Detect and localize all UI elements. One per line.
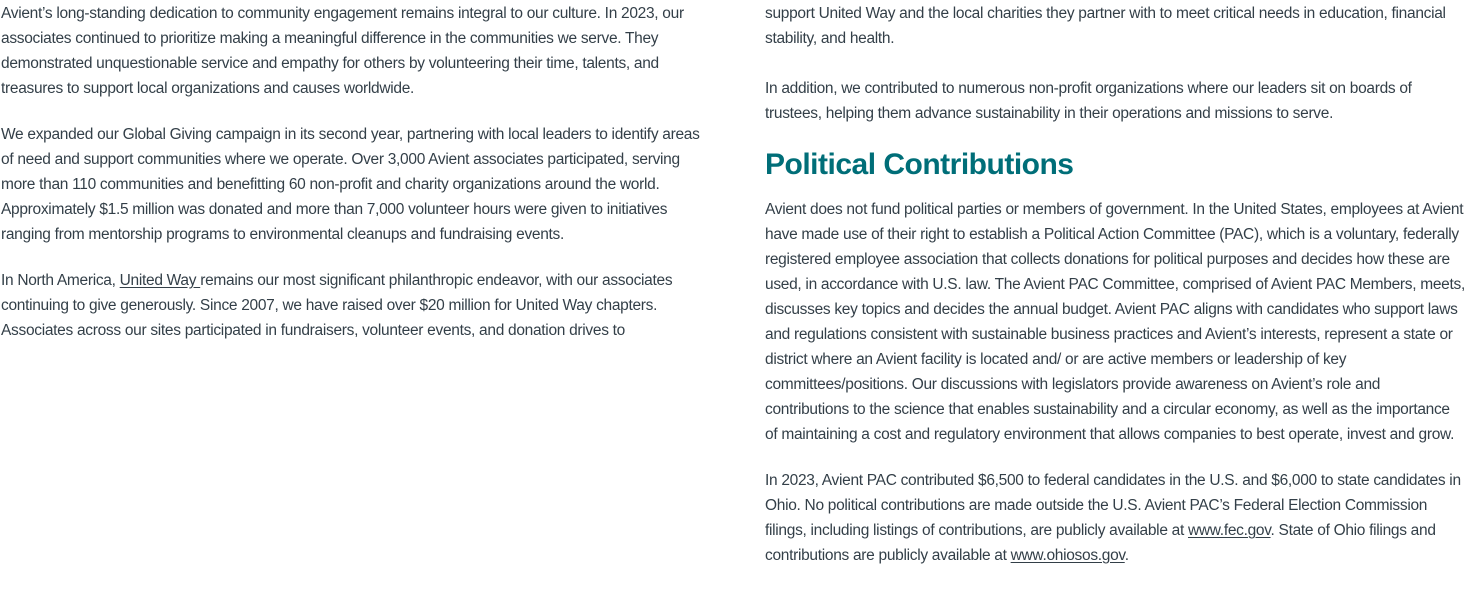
paragraph-text: In North America, bbox=[1, 272, 120, 289]
community-engagement-paragraph-1: Avient’s long-standing dedication to community engagement remains integral to our culture. In 2023, our associates continued to prioritize making a meaningful difference in the communities we serve. They demonstrated unquestionable service and empathy for others by volunteering their time, talents, and treasures to support local organizations and causes worldwide. bbox=[1, 5, 684, 97]
political-contributions-heading: Political Contributions bbox=[765, 148, 1074, 181]
paragraph-text: remains our most significant philanthropic endeavor, with our associates continuing to give generously. Since 2007, we have raised over $20 million for United Way chapters. Associates across our sites participated in fundraisers, volunteer events, and donation drives to bbox=[1, 272, 673, 339]
paragraph-text: . State of Ohio filings and contributions are publicly available at bbox=[765, 522, 1436, 564]
paragraph-text: . bbox=[1124, 547, 1129, 564]
united-way-continued-paragraph: support United Way and the local charities they partner with to meet critical needs in education, financial stability, and health. bbox=[765, 5, 1446, 47]
united-way-paragraph bbox=[1, 268, 701, 343]
avient-pac-paragraph: Avient does not fund political parties or members of government. In the United States, employees at Avient have made use of their right to establish a Political Action Committee (PAC), which is a voluntary, federally registered employee association that collects donations for political purposes and decides how these are used, in accordance with U.S. law. The Avient PAC Committee, comprised of Avient PAC Members, meets, discusses key topics and decides the annual budget. Avient PAC aligns with candidates who support laws and regulations consistent with sustainable business practices and Avient’s interests, represent a state or district where an Avient facility is located and/ or are active members or leadership of key committees/positions. Our discussions with legislators provide awareness on Avient’s role and contributions to the science that enables sustainability and a circular economy, as well as the importance of maintaining a cost and regulatory environment that allows companies to best operate, invest and grow. bbox=[765, 201, 1465, 443]
paragraph-text: In 2023, Avient PAC contributed $6,500 to federal candidates in the U.S. and $6,000 to state candidates in Ohio. No political contributions are made outside the U.S. Avient PAC’s Federal Election Commission filings, including listings of contributions, are publicly available at bbox=[765, 472, 1461, 539]
pac-contributions-paragraph bbox=[765, 468, 1466, 568]
united-way-link[interactable]: United Way bbox=[119, 272, 201, 289]
right-column bbox=[765, 1, 1466, 568]
left-column bbox=[1, 1, 701, 568]
global-giving-paragraph: We expanded our Global Giving campaign in its second year, partnering with local leaders to identify areas of need and support communities where we operate. Over 3,000 Avient associates participated, serving more than 110 communities and benefitting 60 non-profit and charity organizations around the world. Approximately $1.5 million was donated and more than 7,000 volunteer hours were given to initiatives ranging from mentorship programs to environmental cleanups and fundraising events. bbox=[1, 126, 700, 243]
nonprofit-boards-paragraph: In addition, we contributed to numerous non-profit organizations where our leaders sit on boards of trustees, helping them advance sustainability in their operations and missions to serve. bbox=[765, 80, 1412, 122]
fec-gov-link[interactable]: www.fec.gov bbox=[1187, 522, 1271, 539]
ohiosos-gov-link[interactable]: www.ohiosos.gov bbox=[1010, 547, 1125, 564]
